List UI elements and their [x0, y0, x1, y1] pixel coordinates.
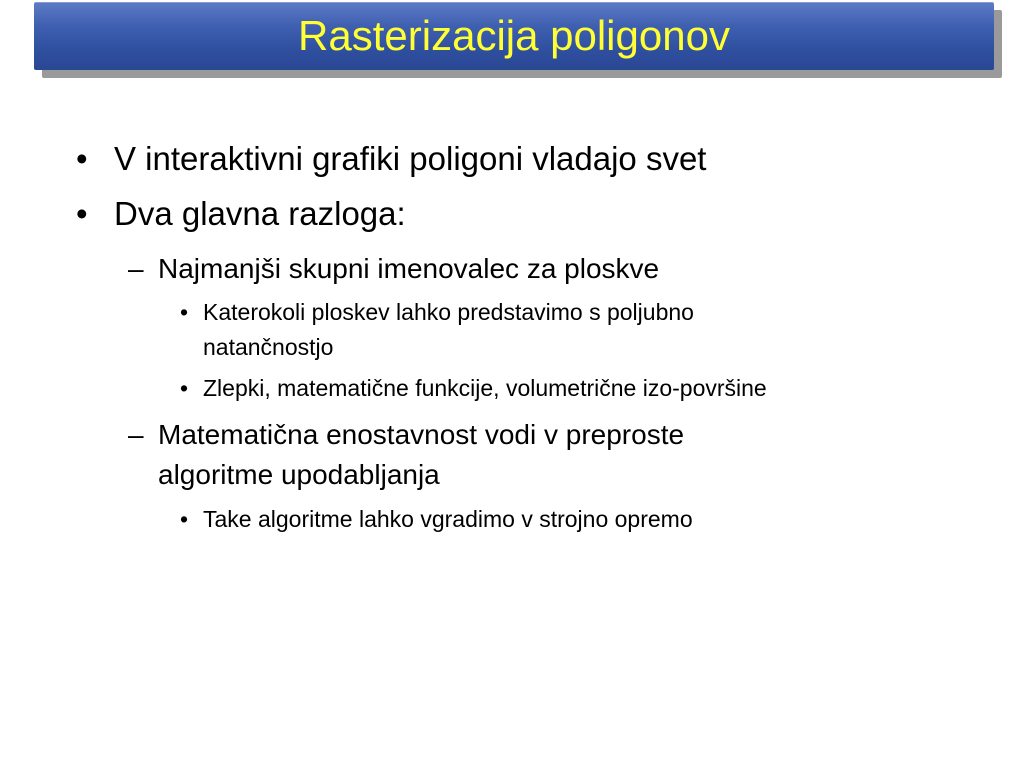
bullet-text-level3: Katerokoli ploskev lahko predstavimo s poljubno	[203, 299, 694, 325]
bullet-text-level2: Matematična enostavnost vodi v preproste	[158, 419, 685, 450]
bullet-text-level2-continuation: algoritme upodabljanja	[158, 459, 440, 490]
bullet-text-level2: Najmanjši skupni imenovalec za ploskve	[158, 253, 660, 284]
bullet-marker: •	[180, 375, 189, 401]
bullet-text-level3: Take algoritme lahko vgradimo v strojno opremo	[203, 506, 693, 532]
dash-marker: –	[128, 419, 144, 450]
bullet-text-level1: Dva glavna razloga:	[114, 195, 406, 232]
dash-marker: –	[128, 253, 144, 284]
bullet-text-level3: Zlepki, matematične funkcije, volumetrične izo-površine	[203, 375, 767, 401]
bullet-marker: •	[76, 140, 88, 177]
bullet-text-level1: V interaktivni grafiki poligoni vladajo svet	[114, 140, 707, 177]
slide-title: Rasterizacija poligonov	[298, 12, 730, 59]
bullet-marker: •	[180, 506, 189, 532]
bullet-marker: •	[76, 195, 88, 232]
bullet-marker: •	[180, 299, 189, 325]
bullet-text-level3-continuation: natančnostjo	[203, 334, 334, 360]
